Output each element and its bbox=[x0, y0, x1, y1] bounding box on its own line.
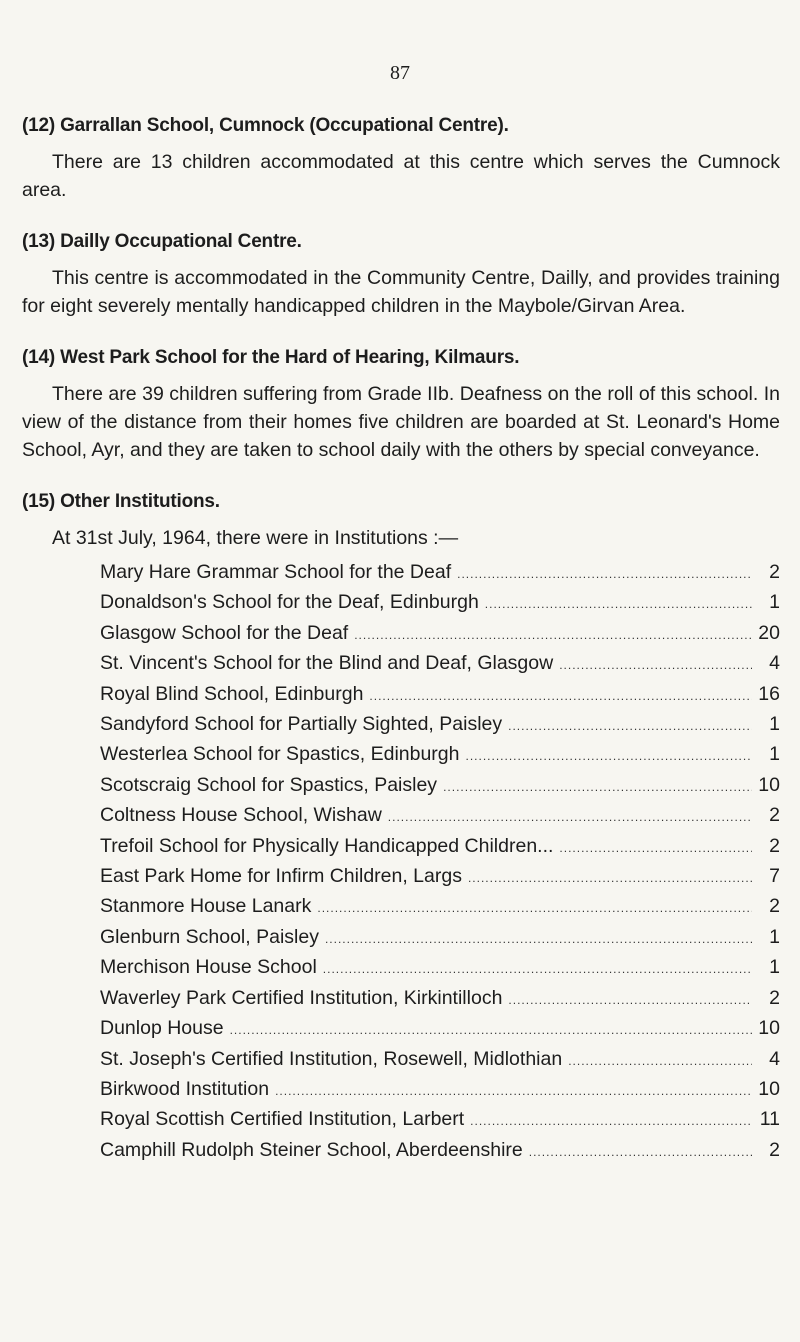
institution-name: St. Joseph's Certified Institution, Rosewell, Midlothian bbox=[100, 1047, 563, 1070]
section-heading: (15) Other Institutions. bbox=[22, 491, 220, 512]
institution-name: Glasgow School for the Deaf bbox=[100, 621, 349, 644]
institution-count: 1 bbox=[769, 956, 780, 979]
institution-count: 4 bbox=[769, 652, 780, 675]
institution-name: Merchison House School bbox=[100, 956, 317, 979]
institution-row bbox=[100, 984, 780, 1014]
section-heading: (13) Dailly Occupational Centre. bbox=[22, 231, 302, 252]
institution-count: 10 bbox=[758, 1077, 780, 1100]
institution-count: 2 bbox=[769, 1138, 780, 1161]
institution-name: Sandyford School for Partially Sighted, Paisley bbox=[100, 713, 503, 736]
dot-leader bbox=[568, 1047, 752, 1075]
institution-row bbox=[100, 649, 780, 679]
institution-name: Mary Hare Grammar School for the Deaf bbox=[100, 561, 452, 583]
dot-leader bbox=[559, 834, 752, 862]
dot-leader bbox=[325, 925, 752, 953]
institution-row bbox=[100, 1105, 780, 1135]
institution-name: Waverley Park Certified Institution, Kirkintilloch bbox=[100, 986, 503, 1009]
institution-count: 1 bbox=[769, 591, 780, 614]
institution-count: 2 bbox=[769, 986, 780, 1009]
section-paragraph: There are 13 children accommodated at this centre which serves the Cumnock area. bbox=[22, 151, 780, 201]
institution-name: Donaldson's School for the Deaf, Edinburgh bbox=[100, 591, 479, 614]
institution-list bbox=[100, 558, 780, 1166]
institution-row bbox=[100, 1045, 780, 1075]
institution-count: 2 bbox=[769, 895, 780, 918]
page-number: 87 bbox=[390, 62, 410, 84]
institution-count: 1 bbox=[769, 713, 780, 736]
dot-leader bbox=[317, 894, 752, 922]
dot-leader bbox=[443, 773, 752, 801]
institution-name: Camphill Rudolph Steiner School, Aberdeenshire bbox=[100, 1138, 523, 1161]
institution-count: 4 bbox=[769, 1047, 780, 1070]
institution-count: 7 bbox=[769, 865, 780, 888]
section-west-park bbox=[22, 344, 780, 464]
institution-name: Dunlop House bbox=[100, 1017, 224, 1040]
dot-leader bbox=[230, 1016, 752, 1044]
institution-row bbox=[100, 892, 780, 922]
institution-row bbox=[100, 832, 780, 862]
institution-count: 10 bbox=[758, 773, 780, 796]
dot-leader bbox=[388, 803, 752, 831]
institution-row bbox=[100, 953, 780, 983]
dot-leader bbox=[354, 621, 752, 649]
dot-leader bbox=[323, 955, 752, 983]
institution-count: 2 bbox=[769, 804, 780, 827]
institution-row bbox=[100, 710, 780, 740]
institution-count: 11 bbox=[759, 1108, 780, 1131]
institution-row bbox=[100, 740, 780, 770]
institution-name: Stanmore House Lanark bbox=[100, 895, 312, 918]
institution-row bbox=[100, 680, 780, 710]
institution-name: Glenburn School, Paisley bbox=[100, 925, 319, 948]
institution-row bbox=[100, 1075, 780, 1105]
institution-name: East Park Home for Infirm Children, Largs bbox=[100, 865, 462, 888]
institution-count: 20 bbox=[758, 621, 780, 644]
section-heading: (14) West Park School for the Hard of Hearing, Kilmaurs. bbox=[22, 347, 520, 368]
institution-row bbox=[100, 862, 780, 892]
institution-row bbox=[100, 588, 780, 618]
institution-name: Birkwood Institution bbox=[100, 1077, 270, 1100]
dot-leader bbox=[470, 1107, 752, 1135]
section-paragraph: This centre is accommodated in the Community Centre, Dailly, and provides training for eight severely mentally handicapped children in the Maybole/Girvan Area. bbox=[22, 267, 780, 317]
institution-row bbox=[100, 923, 780, 953]
institution-row bbox=[100, 801, 780, 831]
institution-name: Westerlea School for Spastics, Edinburgh bbox=[100, 743, 460, 766]
section-paragraph: There are 39 children suffering from Grade IIb. Deafness on the roll of this school. In view of the distance from their homes five children are boarded at St. Leonard's Home School, Ayr, and they are taken to school daily with the others by special conveyance. bbox=[22, 383, 780, 461]
dot-leader bbox=[508, 712, 752, 740]
institution-name: Coltness House School, Wishaw bbox=[100, 804, 382, 827]
institution-count: 2 bbox=[769, 561, 780, 583]
institution-count: 2 bbox=[769, 834, 780, 857]
section-other-institutions bbox=[22, 488, 780, 1166]
institution-name: Royal Blind School, Edinburgh bbox=[100, 682, 364, 705]
section-garrallan bbox=[22, 112, 780, 204]
dot-leader bbox=[457, 560, 752, 588]
dot-leader bbox=[468, 864, 752, 892]
institution-count: 16 bbox=[758, 682, 780, 705]
dot-leader bbox=[559, 651, 752, 679]
dot-leader bbox=[529, 1138, 752, 1166]
institution-count: 10 bbox=[758, 1017, 780, 1040]
dot-leader bbox=[466, 742, 753, 770]
institution-name: Royal Scottish Certified Institution, Larbert bbox=[100, 1108, 465, 1131]
institution-row bbox=[100, 1136, 780, 1166]
institution-row bbox=[100, 558, 780, 588]
section-heading: (12) Garrallan School, Cumnock (Occupational Centre). bbox=[22, 115, 509, 136]
institution-row bbox=[100, 1014, 780, 1044]
institution-row bbox=[100, 619, 780, 649]
section-intro: At 31st July, 1964, there were in Institutions :— bbox=[52, 527, 459, 549]
dot-leader bbox=[508, 986, 752, 1014]
dot-leader bbox=[275, 1077, 752, 1105]
institution-count: 1 bbox=[769, 925, 780, 948]
dot-leader bbox=[485, 590, 752, 618]
institution-count: 1 bbox=[769, 743, 780, 766]
institution-name: St. Vincent's School for the Blind and Deaf, Glasgow bbox=[100, 652, 554, 675]
dot-leader bbox=[369, 682, 752, 710]
institution-name: Scotscraig School for Spastics, Paisley bbox=[100, 773, 438, 796]
institution-name: Trefoil School for Physically Handicapped Children... bbox=[100, 834, 554, 857]
section-dailly bbox=[22, 228, 780, 320]
institution-row bbox=[100, 771, 780, 801]
page-content bbox=[22, 112, 780, 1190]
